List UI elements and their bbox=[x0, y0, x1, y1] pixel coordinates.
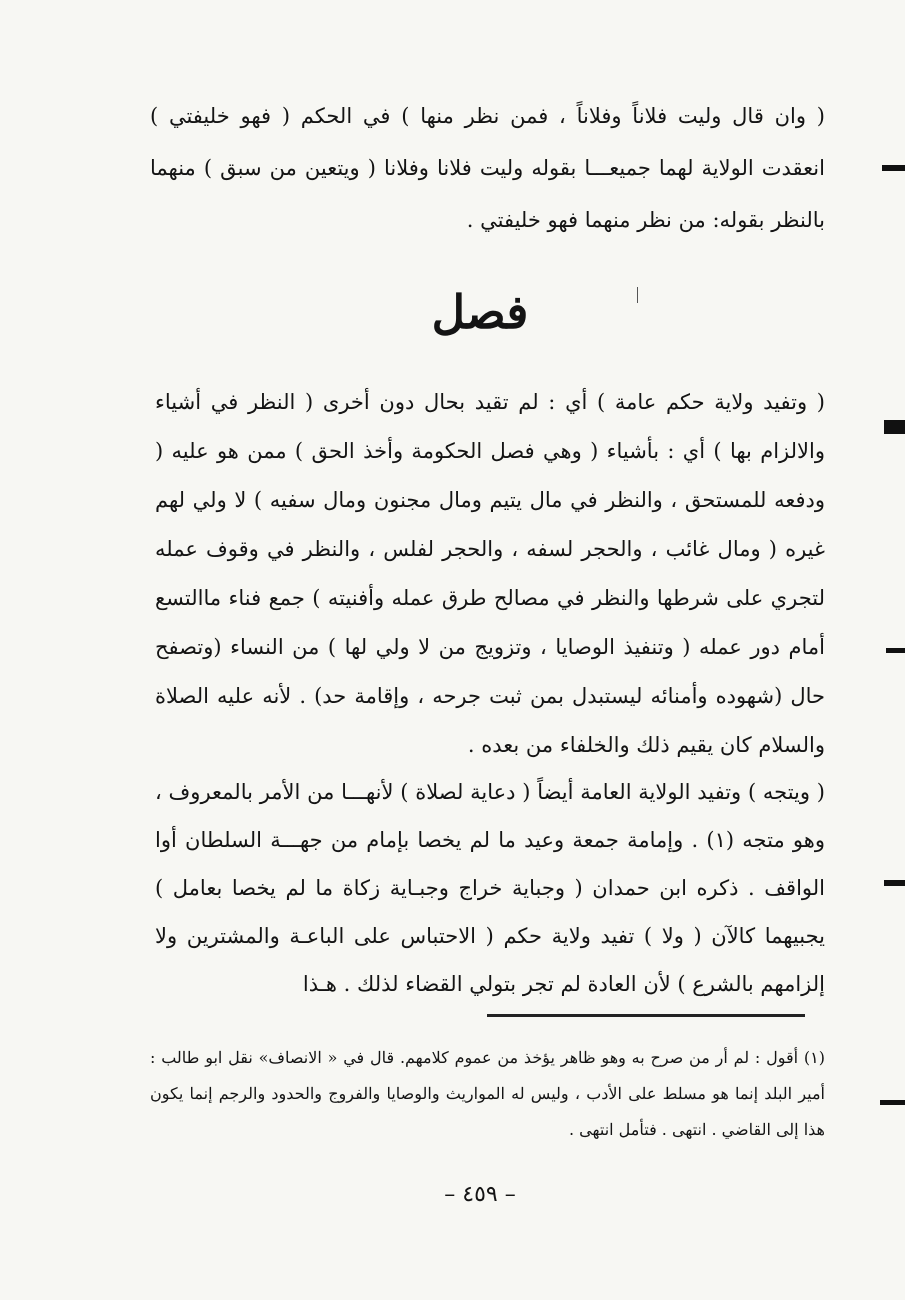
intro-paragraph: ( وان قال وليت فلاناً وفلاناً ، فمن نظر منها ) في الحكم ( فهو خليفتي ) انعقدت الولاية لهما جميعـــا بقوله وليت فلانا وفلانا ( ويتعين من سبق ) منهما بالنظر بقوله: من نظر منهما فهو خليفتي . bbox=[150, 104, 825, 232]
footnote-separator bbox=[487, 1014, 805, 1017]
body-paragraph-1: ( وتفيد ولاية حكم عامة ) أي : لم تقيد بحال دون أخرى ( النظر في أشياء والالزام بها ) أي : بأشياء ( وهي فصل الحكومة وأخذ الحق ) ممن هو عليه ( ودفعه للمستحق ، والنظر في مال يتيم ومال مجنون ومال سفيه ) لا ولي لهم غيره ( ومال غائب ، والحجر لسفه ، والحجر لفلس ، والنظر في وقوف عمله لتجري على شرطها والنظر في مصالح طرق عمله وأفنيته ) جمع فناء ماالتسع أمام دور عمله ( وتنفيذ الوصايا ، وتزويج من لا ولي لها ) من النساء (وتصفح حال (شهوده وأمنائه ليستبدل بمن ثبت جرحه ، وإقامة حد) . لأنه عليه الصلاة والسلام كان يقيم ذلك والخلفاء من بعده . bbox=[155, 390, 825, 757]
scan-edge-mark bbox=[880, 1100, 905, 1105]
scan-edge-mark bbox=[884, 880, 905, 886]
scan-edge-mark bbox=[886, 648, 905, 653]
footnote: (١) أقول : لم أر من صرح به وهو ظاهر يؤخذ من عموم كلامهم. قال في « الانصاف» نقل ابو طالب : أمير البلد إنما هو مسلط على الأدب ، وليس له المواريث والوصايا والفروج والحدود والرجم إنما يكون هذا إلى القاضي . انتهى . فتأمل انتهى . bbox=[150, 1048, 826, 1139]
scan-edge-mark bbox=[882, 165, 905, 171]
section-heading: فصل bbox=[431, 285, 529, 339]
scan-speck bbox=[637, 287, 638, 303]
scan-edge-mark bbox=[884, 420, 905, 434]
page-number: – ٤٥٩ – bbox=[444, 1182, 516, 1207]
body-paragraph-2: ( ويتجه ) وتفيد الولاية العامة أيضاً ( دعاية لصلاة ) لأنهـــا من الأمر بالمعروف ، وهو متجه (١) . وإمامة جمعة وعيد ما لم يخصا بإمام من جهـــة السلطان أوا الواقف . ذكره ابن حمدان ( وجباية خراج وجبـاية زكاة ما لم يخصا بعامل ) يجبيهما كالآن ( ولا ) تفيد ولاية حكم ( الاحتباس على الباعـة والمشترين ولا إلزامهم بالشرع ) لأن العادة لم تجر بتولي القضاء لذلك . هـذا bbox=[155, 780, 825, 996]
